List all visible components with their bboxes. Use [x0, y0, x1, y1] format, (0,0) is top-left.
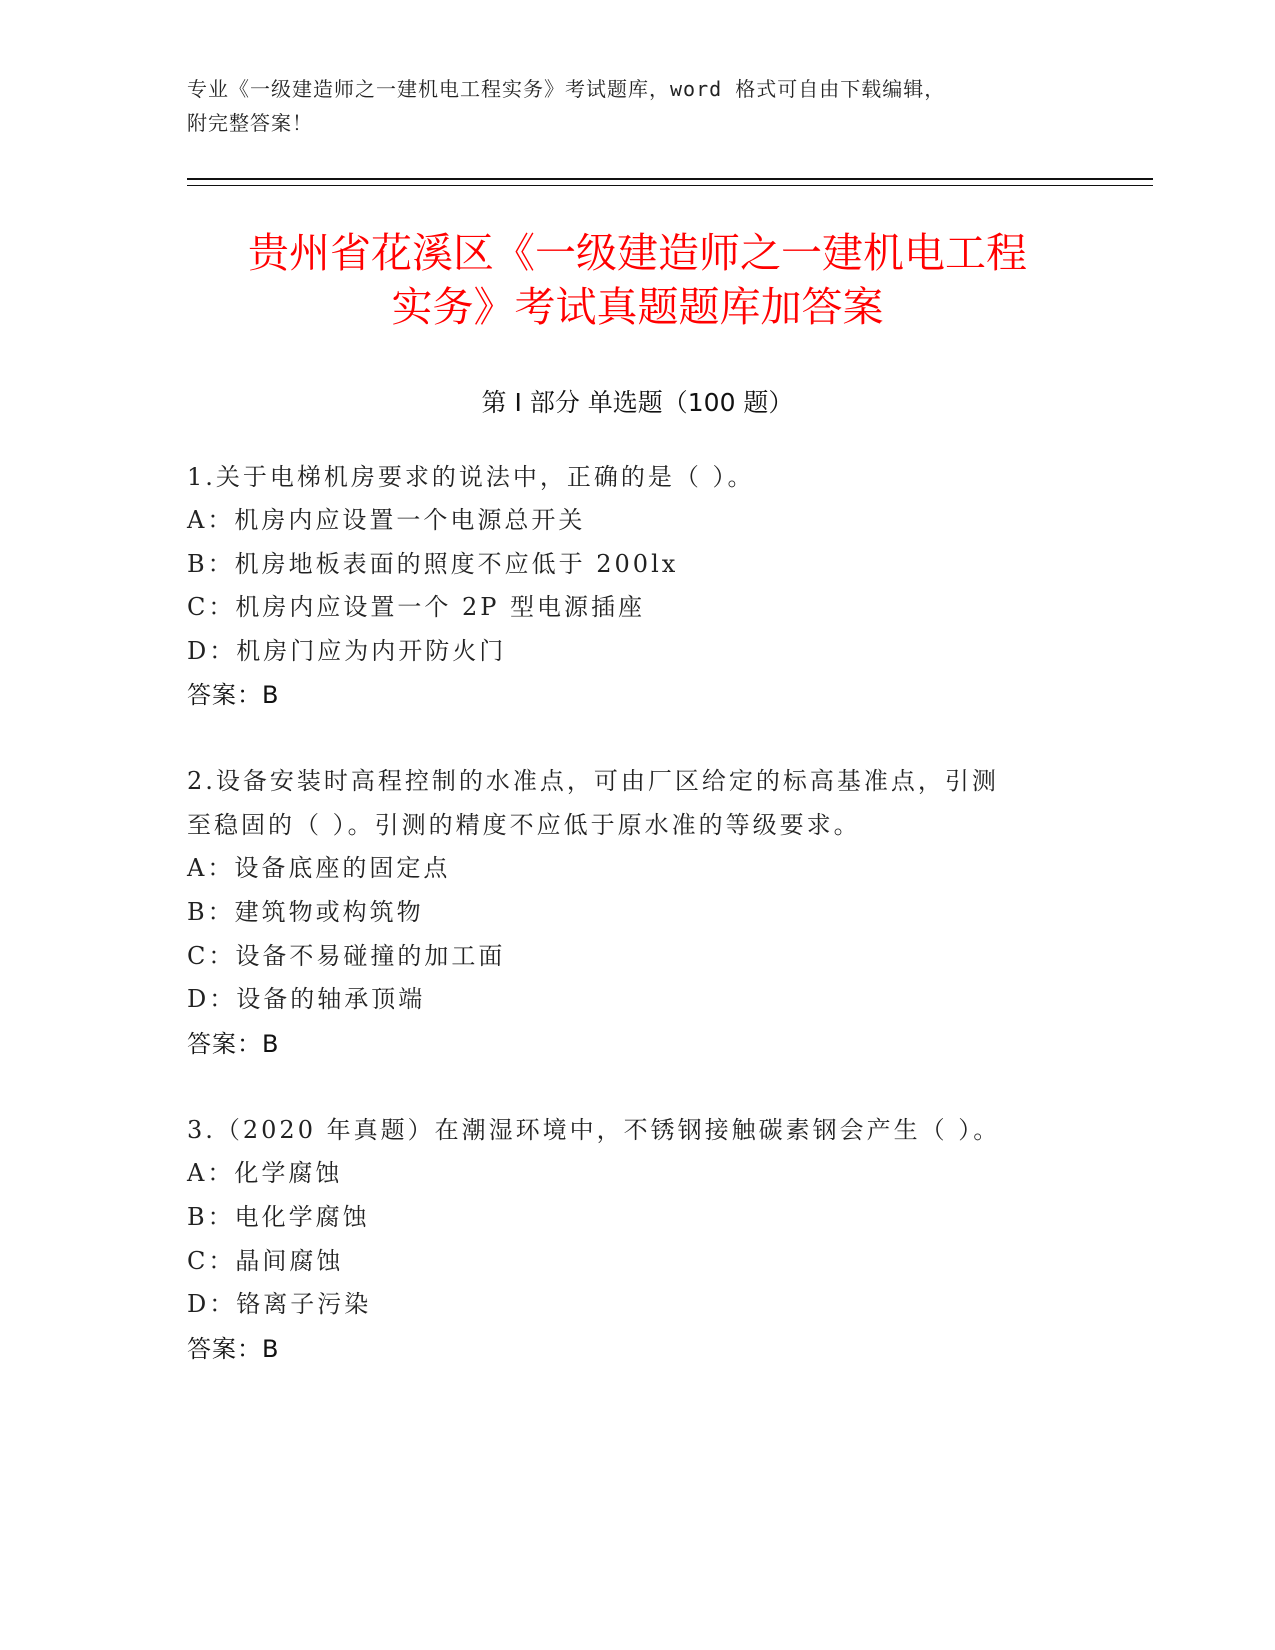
question-3-option-b: B：电化学腐蚀 — [187, 1203, 370, 1231]
question-1-option-d: D：机房门应为内开防火门 — [187, 637, 507, 665]
question-3-option-a: A：化学腐蚀 — [187, 1159, 343, 1187]
document-title-line-1: 贵州省花溪区《一级建造师之一建机电工程 — [248, 229, 1027, 277]
header-note-line-2: 附完整答案！ — [187, 111, 313, 135]
question-1-option-c: C：机房内应设置一个 2P 型电源插座 — [187, 593, 646, 621]
question-3-stem: 3.（2020 年真题）在潮湿环境中，不锈钢接触碳素钢会产生（ ）。 — [187, 1116, 1001, 1144]
question-3-option-d: D：铬离子污染 — [187, 1290, 372, 1318]
header-note-line-1: 专业《一级建造师之一建机电工程实务》考试题库，word 格式可自由下载编辑， — [187, 77, 946, 101]
question-2-option-d: D：设备的轴承顶端 — [187, 985, 426, 1013]
document-header-note — [187, 72, 1087, 140]
header-divider-thick — [187, 178, 1153, 180]
question-2-option-b: B：建筑物或构筑物 — [187, 898, 424, 926]
question-3-option-c: C：晶间腐蚀 — [187, 1247, 344, 1275]
question-2-stem-line-1: 2.设备安装时高程控制的水准点，可由厂区给定的标高基准点，引测 — [187, 767, 999, 795]
question-2-option-c: C：设备不易碰撞的加工面 — [187, 942, 506, 970]
question-1-stem: 1.关于电梯机房要求的说法中，正确的是（ ）。 — [187, 463, 755, 491]
question-3-answer: 答案：B — [187, 1335, 280, 1363]
header-divider-thin — [187, 185, 1153, 186]
question-1-option-a: A：机房内应设置一个电源总开关 — [187, 506, 586, 534]
question-1-option-b: B：机房地板表面的照度不应低于 200lx — [187, 550, 679, 578]
document-title-line-2: 实务》考试真题题库加答案 — [391, 283, 884, 331]
question-2-stem-line-2: 至稳固的（ ）。引测的精度不应低于原水准的等级要求。 — [187, 811, 861, 839]
section-heading: 第 I 部分 单选题（100 题） — [481, 388, 794, 417]
document-title — [150, 226, 1125, 334]
question-1-answer: 答案：B — [187, 681, 280, 709]
question-2-answer: 答案：B — [187, 1030, 280, 1058]
question-2-option-a: A：设备底座的固定点 — [187, 854, 451, 882]
